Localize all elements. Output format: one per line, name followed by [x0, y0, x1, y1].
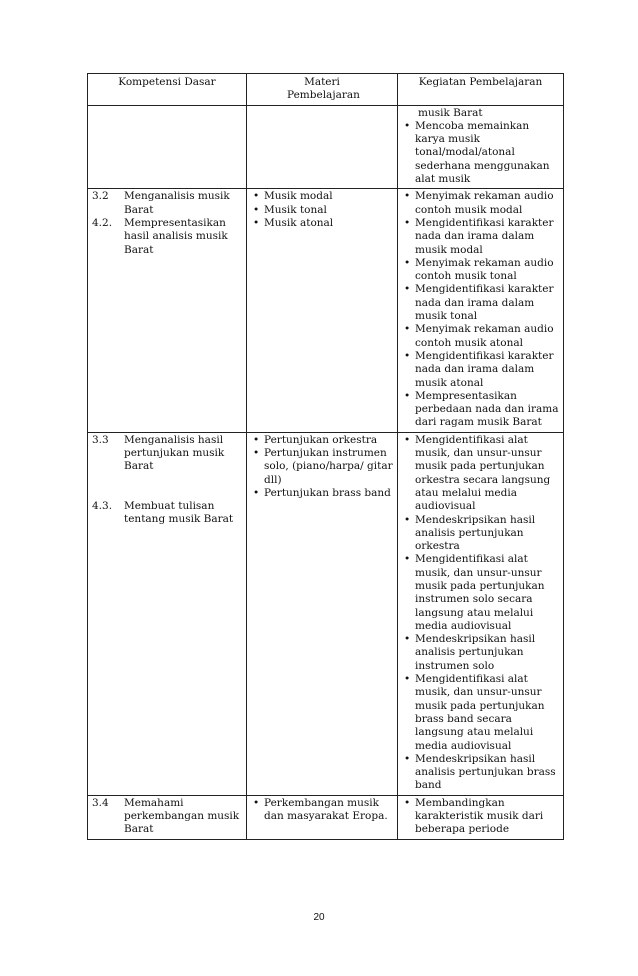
materi-list [251, 190, 393, 230]
header-kompetensi-dasar: Kompetensi Dasar [88, 74, 247, 106]
spacer [92, 474, 242, 500]
kd-text: Menganalisis hasil pertunjukan musik Barat [124, 433, 225, 473]
list-item: • Mengidentifikasi alat musik, dan unsur-unsur musik pada pertunjukan orkestra secara langsung atau melalui media audiovisual [415, 434, 559, 514]
materi-cell [247, 432, 398, 795]
kegiatan-list [402, 797, 559, 837]
kegiatan-list [402, 190, 559, 429]
kd-number: 3.2 [92, 190, 109, 203]
list-item: • Menyimak rekaman audio contoh musik modal [415, 190, 559, 217]
list-item: • Mengidentifikasi karakter nada dan irama dalam musik modal [415, 217, 559, 257]
list-item: • Musik atonal [264, 217, 393, 230]
list-item: • Mengidentifikasi alat musik, dan unsur-unsur musik pada pertunjukan instrumen solo secara langsung atau melalui media audiovisual [415, 553, 559, 633]
list-item: • Mencoba memainkan karya musik tonal/modal/atonal sederhana menggunakan alat musik [415, 120, 559, 186]
header-materi-pembelajaran: Materi Pembelajaran [247, 74, 398, 106]
kd-cell [88, 432, 247, 795]
list-item: • Musik tonal [264, 204, 393, 217]
list-item: • Mendeskripsikan hasil analisis pertunjukan brass band [415, 753, 559, 793]
list-item: • Mengidentifikasi alat musik, dan unsur-unsur musik pada pertunjukan brass band secara langsung atau melalui media audiovisual [415, 673, 559, 753]
table-header-row [88, 74, 564, 106]
kd-cell [88, 189, 247, 432]
kegiatan-list [402, 434, 559, 793]
kegiatan-list [402, 120, 559, 186]
kd-item [92, 500, 242, 527]
list-item: • Menyimak rekaman audio contoh musik tonal [415, 257, 559, 284]
header-kegiatan-pembelajaran: Kegiatan Pembelajaran [398, 74, 564, 106]
list-item: • Membandingkan karakteristik musik dari beberapa periode [415, 797, 559, 837]
kd-item [92, 797, 242, 837]
kd-text: Membuat tulisan tentang musik Barat [124, 499, 234, 525]
list-item: • Mengidentifikasi karakter nada dan irama dalam musik atonal [415, 350, 559, 390]
kegiatan-cell [398, 189, 564, 432]
kegiatan-cell [398, 105, 564, 189]
kd-item [92, 434, 242, 474]
list-item: • Mempresentasikan perbedaan nada dan irama dari ragam musik Barat [415, 390, 559, 430]
kd-item [92, 190, 242, 217]
list-item: • Pertunjukan orkestra [264, 434, 393, 447]
kd-text: Mempresentasikan hasil analisis musik Barat [124, 216, 228, 256]
kd-number: 4.3. [92, 499, 113, 512]
table-row [88, 105, 564, 189]
page-number: 20 [313, 912, 325, 923]
materi-cell [247, 189, 398, 432]
kd-number: 3.3 [92, 433, 109, 446]
competency-table [87, 73, 564, 840]
kegiatan-cell [398, 795, 564, 839]
kd-number: 3.4 [92, 796, 109, 809]
table-row [88, 189, 564, 432]
kd-number: 4.2. [92, 216, 113, 229]
kd-text: Menganalisis musik Barat [124, 190, 230, 216]
materi-list [251, 797, 393, 824]
list-item: • Pertunjukan brass band [264, 487, 393, 500]
list-item: • Menyimak rekaman audio contoh musik atonal [415, 323, 559, 350]
kd-cell [88, 795, 247, 839]
continued-text: musik Barat [418, 106, 483, 119]
list-item: • Mendeskripsikan hasil analisis pertunjukan orkestra [415, 514, 559, 554]
list-item: • Musik modal [264, 190, 393, 203]
materi-list [251, 434, 393, 500]
kd-item [92, 217, 242, 257]
kegiatan-cell [398, 432, 564, 795]
list-item: • Perkembangan musik dan masyarakat Eropa. [264, 797, 393, 824]
list-item: • Mendeskripsikan hasil analisis pertunjukan instrumen solo [415, 633, 559, 673]
materi-cell [247, 105, 398, 189]
kd-text: Memahami perkembangan musik Barat [124, 796, 240, 836]
kd-cell [88, 105, 247, 189]
list-item: • Mengidentifikasi karakter nada dan irama dalam musik tonal [415, 283, 559, 323]
list-item: • Pertunjukan instrumen solo, (piano/harpa/ gitar dll) [264, 447, 393, 487]
table-row [88, 432, 564, 795]
table-row [88, 795, 564, 839]
materi-cell [247, 795, 398, 839]
